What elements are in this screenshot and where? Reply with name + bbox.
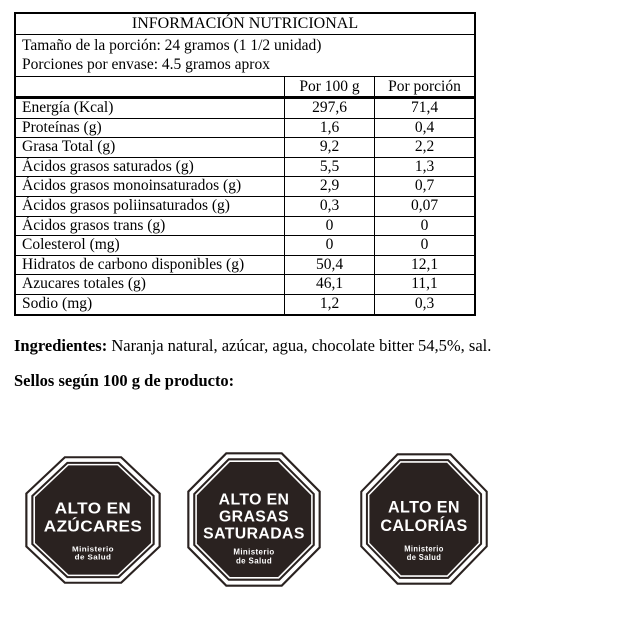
table-row (16, 119, 474, 139)
row-value-per-portion: 0,3 (414, 294, 435, 312)
row-label: Ácidos grasos poliinsaturados (g) (16, 197, 285, 216)
seal-text-line: CALORÍAS (380, 516, 468, 535)
row-value-per-portion: 0,7 (414, 177, 435, 195)
seal-text-line: ALTO EN (218, 491, 290, 509)
table-row (16, 99, 474, 119)
row-value-per-portion: 12,1 (410, 255, 439, 273)
table-row (16, 217, 474, 237)
seals-heading: Sellos según 100 g de producto: (14, 371, 235, 390)
ingredients-text: Naranja natural, azúcar, agua, chocolate bitter 54,5%, sal. (107, 336, 492, 355)
column-header-per-portion: Por porción (388, 78, 461, 95)
table-row (16, 256, 474, 276)
row-value-per-portion: 11,1 (411, 275, 438, 293)
row-label: Ácidos grasos monoinsaturados (g) (16, 177, 285, 196)
ministry-line: de Salud (74, 552, 112, 562)
ingredients-paragraph (14, 336, 491, 356)
row-value-per-portion: 0,4 (414, 118, 435, 136)
row-value-per-portion: 2,2 (414, 138, 435, 156)
column-header-empty (16, 77, 285, 96)
serving-info-block (16, 35, 474, 77)
row-label: Proteínas (g) (16, 119, 285, 138)
row-value-per-100g: 9,2 (285, 138, 375, 157)
row-label: Ácidos grasos trans (g) (16, 217, 285, 236)
row-label: Hidratos de carbono disponibles (g) (16, 256, 285, 275)
warning-seal-alto-en-calorias-icon (360, 453, 488, 585)
row-value-per-100g: 1,2 (285, 295, 375, 314)
row-value-per-100g: 50,4 (285, 256, 375, 275)
seal-text-line: GRASAS (218, 508, 290, 526)
row-value-per-portion: 0,07 (410, 196, 439, 214)
column-header-per-100g: Por 100 g (285, 77, 375, 96)
servings-per-package-line: Porciones por envase: 4.5 gramos aprox (22, 56, 270, 73)
ministry-line: Ministerio (72, 544, 114, 554)
row-value-per-100g: 1,6 (285, 119, 375, 138)
row-value-per-100g: 2,9 (285, 177, 375, 196)
row-value-per-portion: 71,4 (410, 99, 439, 116)
table-row (16, 138, 474, 158)
ministry-line: Ministerio (233, 547, 275, 557)
row-value-per-portion: 0 (420, 236, 429, 254)
column-header-row (16, 77, 474, 99)
row-label: Azucares totales (g) (16, 275, 285, 294)
seal-text-line: SATURADAS (203, 525, 305, 543)
row-label: Grasa Total (g) (16, 138, 285, 157)
row-value-per-100g: 46,1 (285, 275, 375, 294)
ministry-line: Ministerio (404, 544, 444, 554)
seal-text-line: ALTO EN (388, 498, 460, 517)
table-row (16, 295, 474, 314)
table-row (16, 177, 474, 197)
row-value-per-100g: 0 (285, 217, 375, 236)
row-value-per-portion: 0 (420, 216, 429, 234)
row-label: Colesterol (mg) (16, 236, 285, 255)
table-row (16, 275, 474, 295)
ministry-line: de Salud (406, 552, 442, 562)
row-value-per-100g: 0 (285, 236, 375, 255)
serving-size-line: Tamaño de la porción: 24 gramos (1 1/2 unidad) (22, 37, 322, 54)
nutrition-table (14, 12, 476, 316)
ingredients-label: Ingredientes: (14, 336, 108, 355)
table-row (16, 197, 474, 217)
row-label: Energía (Kcal) (16, 99, 285, 118)
table-row (16, 158, 474, 178)
table-title: INFORMACIÓN NUTRICIONAL (16, 14, 474, 35)
seal-text-line: AZÚCARES (43, 516, 143, 536)
row-value-per-100g: 5,5 (285, 158, 375, 177)
warning-seal-alto-en-grasas-saturadas-icon (187, 452, 321, 587)
row-label: Ácidos grasos saturados (g) (16, 158, 285, 177)
row-label: Sodio (mg) (16, 295, 285, 314)
seal-text-line: ALTO EN (54, 499, 132, 518)
table-row (16, 236, 474, 256)
warning-seal-alto-en-azucares-icon (25, 456, 161, 584)
row-value-per-portion: 1,3 (414, 157, 435, 175)
ministry-line: de Salud (235, 556, 273, 566)
row-value-per-100g: 297,6 (285, 99, 375, 118)
row-value-per-100g: 0,3 (285, 197, 375, 216)
